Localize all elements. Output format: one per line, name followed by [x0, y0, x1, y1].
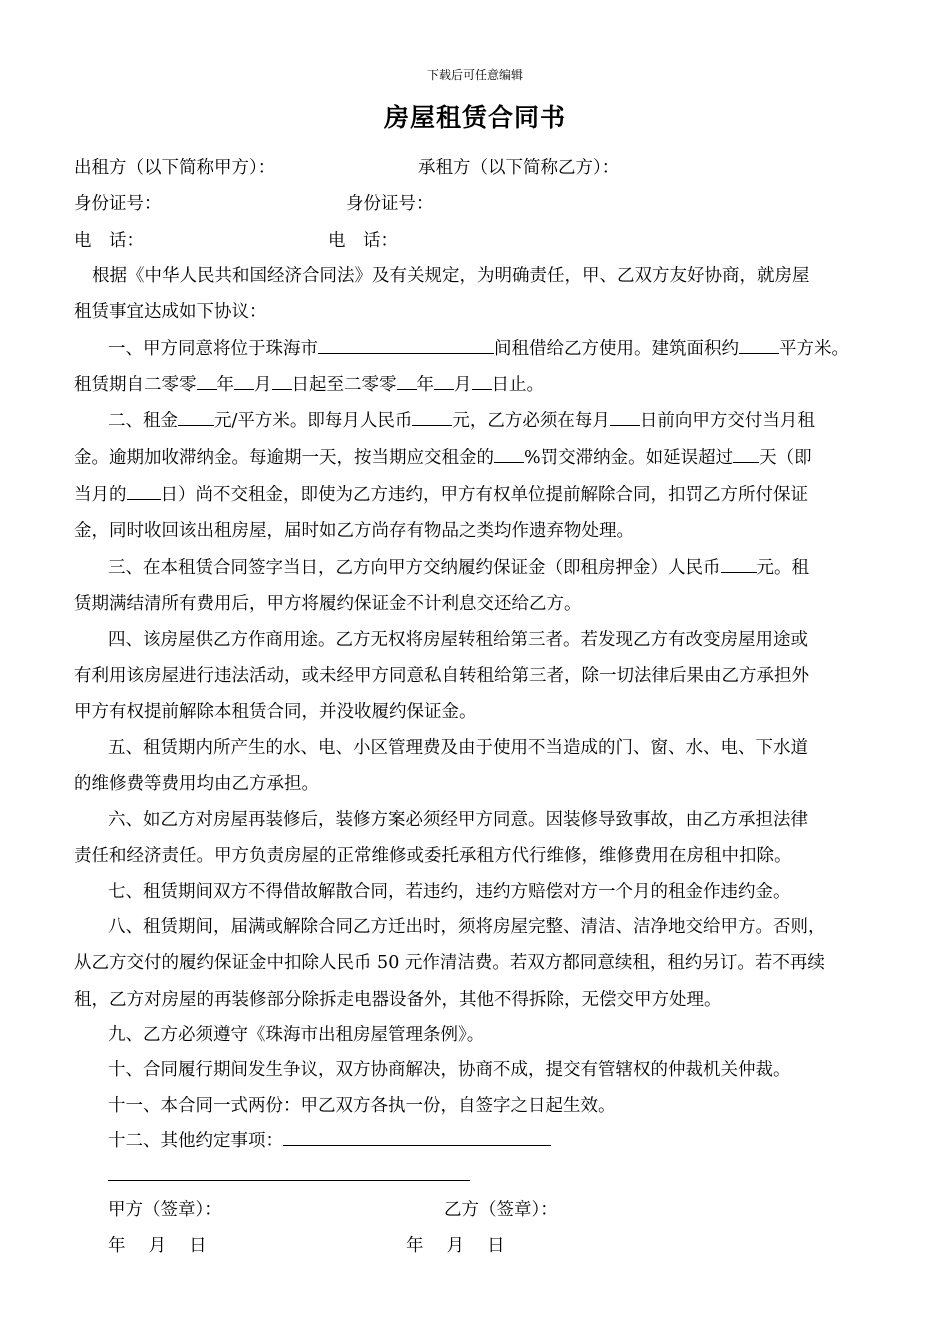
clause-1-text-a: 一、甲方同意将位于珠海市 [108, 339, 318, 359]
page-title: 房屋租赁合同书 [383, 103, 566, 132]
clause-8-line-2: 从乙方交付的履约保证金中扣除人民币 50 元作清洁费。若双方都同意续租，租约另订。若不再续 [74, 953, 825, 973]
clause-1-year-b: 年 [416, 375, 434, 395]
late-fee-blank [494, 445, 524, 463]
end-year-blank [397, 372, 417, 390]
clause-2-text-d: 日前向甲方交付当月租 [639, 411, 815, 431]
clause-1-text-d: 租赁期自二零零 [74, 375, 197, 395]
clause-4-line-2: 有利用该房屋进行违法活动，或未经甲方同意私自转租给第三者，除一切法律后果由乙方承担外 [74, 666, 809, 686]
start-year-blank [197, 372, 217, 390]
overdue-date-blank [127, 482, 161, 500]
clause-4-line-3: 甲方有权提前解除本租赁合同，并没收履约保证金。 [74, 702, 477, 722]
clause-2-text-f: %罚交滞纳金。如延误超过 [524, 448, 734, 468]
clause-2-text-i: 日）尚不交租金，即使为乙方违约，甲方有权单位提前解除合同，扣罚乙方所付保证 [160, 485, 808, 505]
clause-5-line-2: 的维修费等费用均由乙方承担。 [74, 774, 319, 794]
party-a-signature-label: 甲方（签章）： [108, 1200, 222, 1220]
clause-2-line-2 [74, 445, 812, 470]
end-month-blank [434, 372, 454, 390]
clause-1-month-b: 月 [454, 375, 472, 395]
clause-12-label: 十二、其他约定事项： [108, 1131, 283, 1151]
clause-2-text-a: 二、租金 [108, 411, 178, 431]
clause-3-text-a: 三、在本租赁合同签字当日，乙方向甲方交纳履约保证金（即租房押金）人民币 [108, 558, 721, 578]
clause-12 [108, 1128, 551, 1153]
lessor-id-label: 身份证号： [74, 194, 162, 214]
start-month-blank [234, 372, 254, 390]
clause-2-text-h: 当月的 [74, 485, 127, 505]
other-terms-blank [283, 1128, 551, 1146]
lessor-phone-label: 电 话： [74, 231, 144, 251]
preamble-line-2: 租赁事宜达成如下协议： [74, 302, 267, 322]
clause-5-line-1: 五、租赁期内所产生的水、电、小区管理费及由于使用不当造成的门、窗、水、电、下水道 [108, 738, 808, 758]
start-day-blank [272, 372, 292, 390]
clause-8-line-1: 八、租赁期间，届满或解除合同乙方迁出时，须将房屋完整、清洁、洁净地交给甲方。否则， [108, 917, 826, 937]
party-a-date: 年 月 日 [108, 1236, 207, 1256]
clause-11: 十一、本合同一式两份：甲乙双方各执一份，自签字之日起生效。 [108, 1096, 616, 1116]
clause-9: 九、乙方必须遵守《珠海市出租房屋管理条例》。 [108, 1025, 485, 1045]
clause-2-text-c: 元，乙方必须在每月 [452, 411, 610, 431]
overdue-days-blank [733, 445, 759, 463]
clause-2-text-g: 天（即 [759, 448, 812, 468]
clause-2-line-4: 金，同时收回该出租房屋，届时如乙方尚存有物品之类均作遗弃物处理。 [74, 521, 634, 541]
clause-6-line-1: 六、如乙方对房屋再装修后，装修方案必须经甲方同意。因装修导致事故，由乙方承担法律 [108, 810, 808, 830]
header-note: 下载后可任意编辑 [426, 68, 523, 82]
clause-1-text-f: 日止。 [491, 375, 544, 395]
clause-1-line-2 [74, 372, 544, 397]
clause-3-line-2: 赁期满结清所有费用后，甲方将履约保证金不计利息交还给乙方。 [74, 594, 582, 614]
lessee-id-label: 身份证号： [346, 194, 434, 214]
clause-1-year-a: 年 [216, 375, 234, 395]
lessee-phone-label: 电 话： [328, 231, 398, 251]
clause-6-line-2: 责任和经济责任。甲方负责房屋的正常维修或委托承租方代行维修，维修费用在房租中扣除。 [74, 846, 792, 866]
party-b-date: 年 月 日 [406, 1236, 505, 1256]
signature-divider [108, 1180, 470, 1181]
clause-8-line-3: 租，乙方对房屋的再装修部分除拆走电器设备外，其他不得拆除，无偿交甲方处理。 [74, 990, 722, 1010]
clause-3-line-1 [108, 555, 809, 580]
clause-2-text-e: 金。逾期加收滞纳金。每逾期一天，按当期应交租金的 [74, 448, 494, 468]
deposit-blank [721, 555, 757, 573]
area-blank [739, 336, 779, 354]
clause-10: 十、合同履行期间发生争议，双方协商解决，协商不成，提交有管辖权的仲裁机关仲裁。 [108, 1060, 791, 1080]
lessor-label: 出租方（以下简称甲方）： [74, 158, 276, 178]
clause-1-line-1 [108, 336, 849, 361]
rent-rate-blank [178, 408, 214, 426]
clause-1-month-a: 月 [254, 375, 272, 395]
preamble-line-1: 根据《中华人民共和国经济合同法》及有关规定，为明确责任，甲、乙双方友好协商，就房屋 [92, 266, 810, 286]
end-day-blank [472, 372, 492, 390]
clause-4-line-1: 四、该房屋供乙方作商用途。乙方无权将房屋转租给第三者。若发现乙方有改变房屋用途或 [108, 630, 808, 650]
clause-2-text-b: 元/平方米。即每月人民币 [214, 411, 413, 431]
location-blank [318, 336, 494, 354]
clause-7: 七、租赁期间双方不得借故解散合同，若违约，违约方赔偿对方一个月的租金作违约金。 [108, 882, 791, 902]
clause-1-text-b: 间租借给乙方使用。建筑面积约 [494, 339, 739, 359]
party-b-signature-label: 乙方（签章）： [444, 1200, 558, 1220]
clause-3-text-b: 元。租 [756, 558, 809, 578]
clause-2-line-3 [74, 482, 808, 507]
clause-2-line-1 [108, 408, 815, 433]
lessee-label: 承租方（以下简称乙方）： [418, 158, 620, 178]
clause-1-text-e: 日起至二零零 [291, 375, 397, 395]
clause-1-text-c: 平方米。 [779, 339, 849, 359]
monthly-rent-blank [412, 408, 452, 426]
payment-day-blank [610, 408, 640, 426]
